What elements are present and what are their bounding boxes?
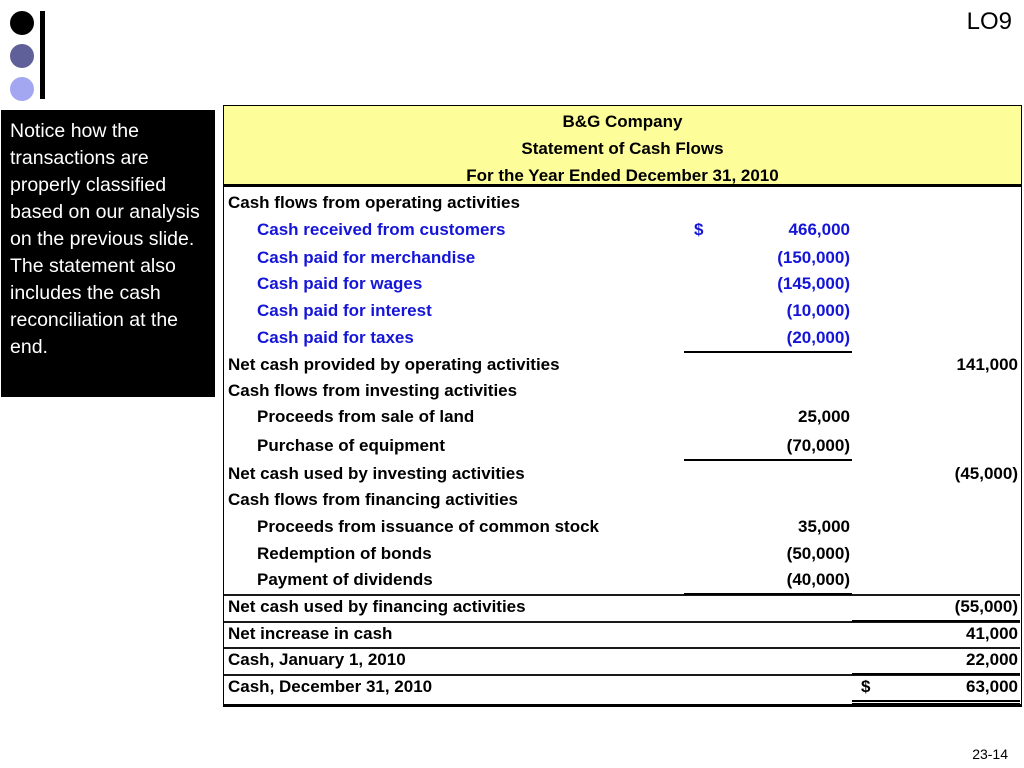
- double-rule-top: [852, 700, 1020, 702]
- row-detail-amount: (10,000): [786, 301, 850, 320]
- statement-row: [224, 594, 1020, 620]
- row-total-amount: (45,000): [954, 464, 1018, 483]
- statement-row: [224, 567, 1020, 593]
- row-currency-total: $: [861, 677, 871, 696]
- row-label: Cash paid for merchandise: [257, 248, 476, 267]
- row-separator: [224, 647, 1020, 649]
- double-rule-bottom: [852, 703, 1020, 705]
- company-name: B&G Company: [562, 112, 683, 131]
- statement-row: [224, 621, 1020, 647]
- side-note: Notice how the transactions are properly classified based on our analysis on the previous slide. The statement also includes the cash reconciliation at the end.: [1, 110, 215, 397]
- row-detail-amount: 25,000: [798, 407, 850, 426]
- row-detail-amount: (145,000): [777, 274, 850, 293]
- learning-objective-tag: LO9: [966, 8, 1012, 35]
- page-number: 23-14: [972, 746, 1008, 762]
- row-label: Cash paid for wages: [257, 274, 423, 293]
- row-separator: [224, 621, 1020, 623]
- statement-row: [224, 190, 1020, 216]
- statement-row: [224, 404, 1020, 430]
- row-label: Cash flows from investing activities: [228, 381, 518, 400]
- row-total-amount: 141,000: [956, 355, 1018, 374]
- row-total-amount: 63,000: [966, 677, 1018, 696]
- statement-row: [224, 433, 1020, 459]
- row-detail-amount: 35,000: [798, 517, 850, 536]
- statement-row: [224, 271, 1020, 297]
- row-label: Proceeds from sale of land: [257, 407, 475, 426]
- statement-row: [224, 514, 1020, 540]
- statement-row: [224, 298, 1020, 324]
- row-label: Cash flows from financing activities: [228, 490, 519, 509]
- row-detail-amount: (70,000): [786, 436, 850, 455]
- statement-title: Statement of Cash Flows: [521, 139, 724, 158]
- statement-row: [224, 487, 1020, 513]
- row-label: Cash received from customers: [257, 220, 506, 239]
- statement-row: [224, 325, 1020, 351]
- row-detail-amount: (20,000): [786, 328, 850, 347]
- statement-row: [224, 461, 1020, 487]
- row-detail-amount: (150,000): [777, 248, 850, 267]
- row-label: Cash paid for interest: [257, 301, 432, 320]
- row-separator: [224, 674, 1020, 676]
- bullet-dot-slate: [10, 44, 34, 68]
- statement-header: [224, 106, 1021, 187]
- statement-row: [224, 245, 1020, 271]
- row-label: Cash, January 1, 2010: [228, 650, 406, 669]
- row-label: Net increase in cash: [228, 624, 393, 643]
- row-label: Cash paid for taxes: [257, 328, 414, 347]
- row-label: Redemption of bonds: [257, 544, 432, 563]
- row-label: Net cash provided by operating activities: [228, 355, 560, 374]
- row-separator: [224, 594, 1020, 596]
- row-label: Cash, December 31, 2010: [228, 677, 433, 696]
- cash-flow-statement: [223, 105, 1022, 707]
- row-label: Purchase of equipment: [257, 436, 445, 455]
- row-currency-detail: $: [694, 220, 704, 239]
- statement-row: [224, 352, 1020, 378]
- statement-row: [224, 378, 1020, 404]
- row-detail-amount: (50,000): [786, 544, 850, 563]
- row-label: Proceeds from issuance of common stock: [257, 517, 599, 536]
- statement-row: [224, 674, 1020, 700]
- row-label: Payment of dividends: [257, 570, 433, 589]
- row-total-amount: (55,000): [954, 597, 1018, 616]
- statement-row: [224, 647, 1020, 673]
- statement-period: For the Year Ended December 31, 2010: [466, 166, 779, 185]
- row-detail-amount: (40,000): [786, 570, 850, 589]
- statement-row: [224, 541, 1020, 567]
- row-label: Cash flows from operating activities: [228, 193, 520, 212]
- row-total-amount: 22,000: [966, 650, 1018, 669]
- row-label: Net cash used by financing activities: [228, 597, 526, 616]
- bullet-dot-black: [10, 11, 34, 35]
- statement-row: [224, 217, 1020, 243]
- row-label: Net cash used by investing activities: [228, 464, 525, 483]
- bullet-dot-lavender: [10, 77, 34, 101]
- vertical-accent-bar: [40, 11, 45, 99]
- row-detail-amount: 466,000: [788, 220, 850, 239]
- row-total-amount: 41,000: [966, 624, 1018, 643]
